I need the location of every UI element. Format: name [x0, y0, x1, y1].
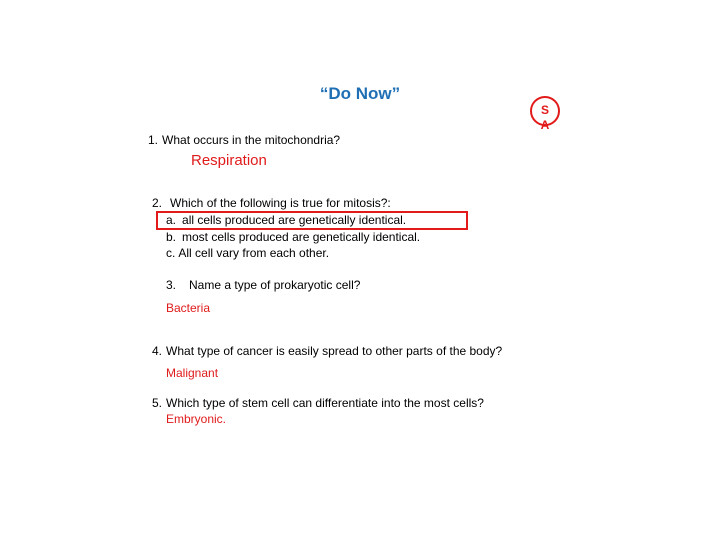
option-letter: c. — [166, 246, 176, 260]
answer-4: Malignant — [166, 366, 219, 380]
answer-5: Embryonic. — [166, 412, 227, 426]
option-letter: b. — [166, 230, 177, 244]
question-number: 5. — [152, 396, 163, 410]
question-text: Name a type of prokaryotic cell? — [189, 278, 361, 292]
badge-letter-a: A — [540, 118, 550, 132]
question-number: 4. — [152, 344, 163, 358]
answer-1: Respiration — [191, 152, 267, 169]
question-2 — [152, 196, 391, 210]
badge-letter-s: S — [540, 103, 549, 117]
question-text: What type of cancer is easily spread to other parts of the body? — [166, 344, 503, 358]
question-text: What occurs in the mitochondria? — [162, 133, 341, 147]
question-number: 2. — [152, 196, 163, 210]
question-1 — [148, 133, 340, 147]
answer-3: Bacteria — [166, 301, 211, 315]
question-4 — [152, 344, 502, 358]
option-c — [166, 246, 329, 260]
question-5 — [152, 396, 484, 410]
question-number: 1. — [148, 133, 159, 147]
option-text: most cells produced are genetically identical. — [182, 230, 421, 244]
page-title: “Do Now” — [319, 84, 401, 103]
option-text: All cell vary from each other. — [178, 246, 330, 260]
question-text: Which type of stem cell can differentiate into the most cells? — [166, 396, 484, 410]
option-b — [166, 230, 420, 244]
option-letter: a. — [166, 213, 177, 227]
question-3 — [166, 278, 360, 292]
option-text: all cells produced are genetically identical. — [182, 213, 407, 227]
correct-answer-highlight — [156, 211, 468, 230]
sa-badge — [530, 96, 560, 132]
question-text: Which of the following is true for mitosis?: — [170, 196, 391, 210]
question-number: 3. — [166, 278, 177, 292]
